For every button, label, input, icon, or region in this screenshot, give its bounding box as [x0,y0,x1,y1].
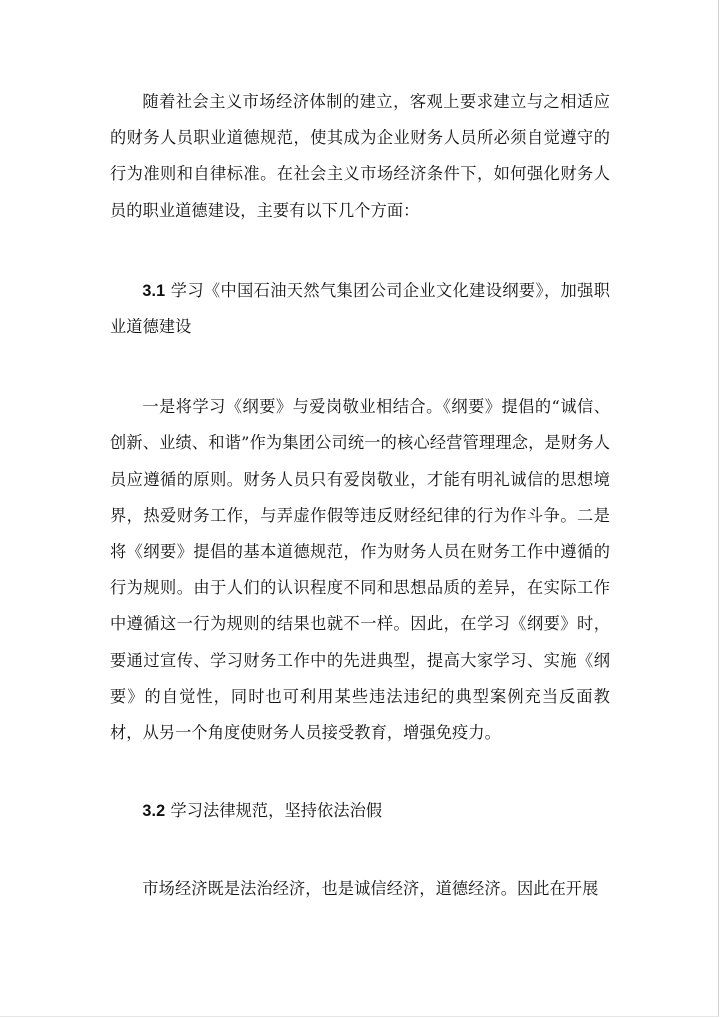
spacer [110,751,610,793]
spacer [110,829,610,871]
body-paragraph: 一是将学习《纲要》与爱岗敬业相结合。《纲要》提倡的“诚信、创新、业绩、和谐”作为集团公司统一的核心经营管理理念，是财务人员应遵循的原则。财务人员只有爱岗敬业，才能有明礼诚信的思想境界，热爱财务工作，与弄虚作假等违反财经纪律的行为作斗争。二是将《纲要》提倡的基本道德规范，作为财务人员在财务工作中遵循的行为规则。由于人们的认识程度不同和思想品质的差异，在实际工作中遵循这一行为规则的结果也就不一样。因此，在学习《纲要》时，要通过宣传、学习财务工作中的先进典型，提高大家学习、实施《纲要》的自觉性，同时也可利用某些违法违纪的典型案例充当反面教材，从另一个角度使财务人员接受教育，增强免疫力。 [110,397,610,743]
spacer [110,229,610,273]
body-paragraph: 市场经济既是法治经济，也是诚信经济，道德经济。因此在开展 [142,879,599,899]
section-number: 3.1 [142,281,166,300]
intro-paragraph: 随着社会主义市场经济体制的建立，客观上要求建立与之相适应的财务人员职业道德规范，使其成为企业财务人员所必须自觉遵守的行为准则和自律标准。在社会主义市场经济条件下，如何强化财务人员的职业道德建设，主要有以下几个方面： [110,92,610,220]
spacer [110,345,610,389]
document-body [110,84,610,908]
section-title: 学习《中国石油天然气集团公司企业文化建设纲要》，加强职业道德建设 [110,280,610,337]
section-heading-3-2 [110,793,610,829]
section-title: 学习法律规范，坚持依法治假 [170,801,383,821]
section-heading-3-1 [110,273,610,345]
section-number: 3.2 [142,802,166,821]
